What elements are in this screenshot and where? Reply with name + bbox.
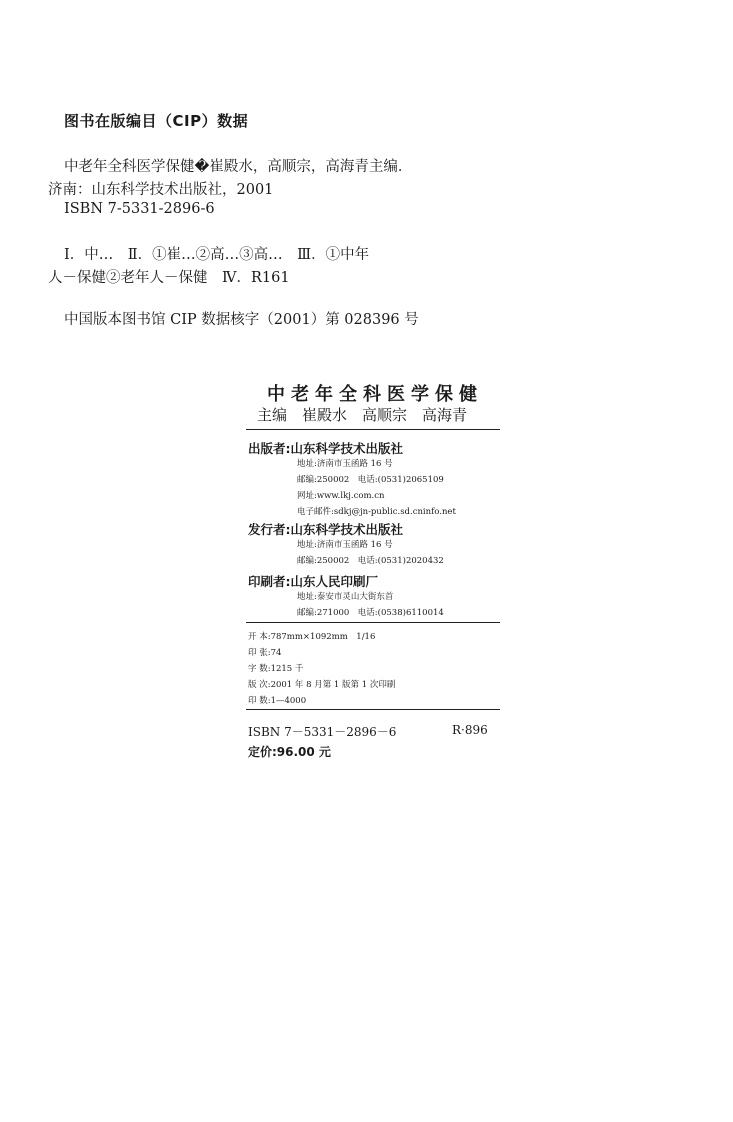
spec-sheets: 印 张:74 <box>248 648 282 658</box>
printer-address: 地址:泰安市灵山大街东首 <box>297 592 394 602</box>
cip-isbn: ISBN 7-5331-2896-6 <box>64 201 215 217</box>
printer-postal-phone: 邮编:271000 电话:(0538)6110014 <box>297 608 444 618</box>
book-editors: 主编 崔殿水 高顺宗 高海青 <box>257 406 468 424</box>
cip-publisher-line: 济南：山东科学技术出版社，2001 <box>48 182 274 198</box>
divider-rule <box>246 709 500 710</box>
spec-print-run: 印 数:1—4000 <box>248 696 307 706</box>
publisher-email: 电子邮件:sdkj@jn-public.sd.cninfo.net <box>297 507 456 517</box>
cip-title-line: 中老年全科医学保健�崔殿水，高顺宗，高海青主编． <box>64 159 413 175</box>
distributor-postal-phone: 邮编:250002 电话:(0531)2020432 <box>297 556 444 566</box>
publisher-heading: 出版者:山东科学技术出版社 <box>248 441 403 456</box>
distributor-heading: 发行者:山东科学技术出版社 <box>248 522 403 537</box>
footer-isbn: ISBN 7－5331－2896－6 <box>248 725 397 739</box>
publisher-postal-phone: 邮编:250002 电话:(0531)2065109 <box>297 475 444 485</box>
publisher-website: 网址:www.lkj.com.cn <box>297 491 385 501</box>
publisher-address: 地址:济南市玉函路 16 号 <box>297 459 393 469</box>
spec-edition: 版 次:2001 年 8 月第 1 版第 1 次印刷 <box>248 680 396 690</box>
cip-classification-line-1: Ⅰ．中… Ⅱ．①崔…②高…③高… Ⅲ．①中年 <box>64 247 370 263</box>
book-title: 中老年全科医学保健 <box>267 384 483 405</box>
divider-rule <box>246 622 500 623</box>
distributor-address: 地址:济南市玉函路 16 号 <box>297 540 393 550</box>
cip-title: 图书在版编目（CIP）数据 <box>64 112 249 130</box>
footer-r-number: R·896 <box>452 723 488 737</box>
spec-format: 开 本:787mm×1092mm 1/16 <box>248 632 376 642</box>
divider-rule <box>246 429 500 430</box>
printer-heading: 印刷者:山东人民印刷厂 <box>248 574 378 589</box>
cip-verification-number: 中国版本图书馆 CIP 数据核字（2001）第 028396 号 <box>64 312 419 328</box>
book-price: 定价:96.00 元 <box>248 745 331 759</box>
spec-word-count: 字 数:1215 千 <box>248 664 304 674</box>
cip-classification-line-2: 人－保健②老年人－保健 Ⅳ．R161 <box>48 270 290 286</box>
